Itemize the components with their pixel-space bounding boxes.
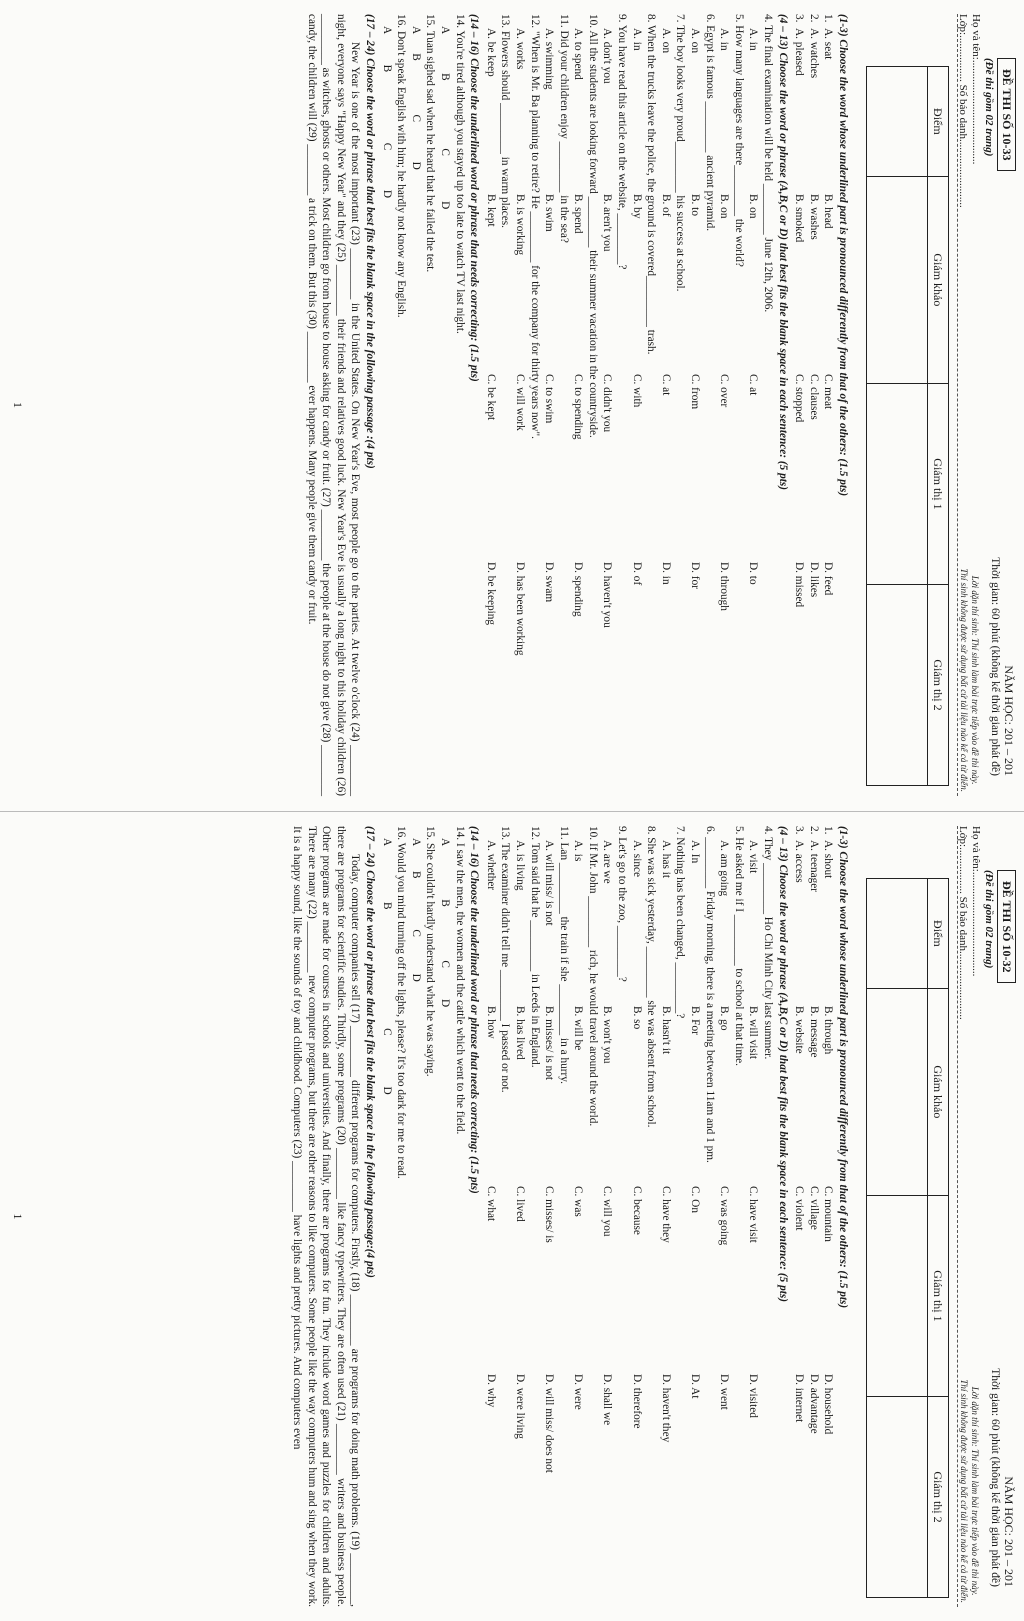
section-error-correction: (14 – 16) Choose the underlined word or phrase that needs correcting: (1.5 pts)	[468, 14, 481, 382]
class-number-field[interactable]: Lớp:................. Số báo danh.........................	[957, 14, 969, 208]
answer-options: A. is B. will be C. was D. were	[572, 840, 585, 1410]
score-table	[866, 66, 949, 786]
error-question: 16. Don't speak English with him; he hardly not know any English.	[395, 14, 408, 318]
school-year: NĂM HỌC: 201 – 201	[1002, 1476, 1016, 1587]
answer-options: A. In B. For C. On D. At	[689, 840, 702, 1399]
error-question: 14. I saw the men, the women and the cattle which went to the field.	[453, 826, 466, 1135]
error-question: 15. She couldn't hardly understand what he was saying.	[424, 826, 437, 1077]
error-question: 14. You're tired although you stayed up too late to watch TV last night.	[453, 14, 466, 334]
proctor-1-header: Giám thị 1	[928, 383, 949, 584]
score-table	[866, 878, 949, 1598]
error-letters: A B C D	[409, 838, 422, 982]
question-text: 4. The final examination will be held _________ June 12th, 2006.	[762, 14, 775, 313]
question-text: 9. You have read this article on the website, _________?	[616, 14, 629, 270]
question-text: 10. If Mr. John _________ rich, he would travel around the world.	[586, 826, 599, 1127]
error-question: 16. Would you mind turning off the lights, please? It's too dark for me to read.	[395, 826, 408, 1179]
exam-code: ĐỀ THI SỐ 10-32	[997, 870, 1016, 983]
question-row: 2. A. teenager B. message C. village D. advantage	[807, 826, 820, 1434]
question-text: 7. Nothing has been changed, _________?	[674, 826, 687, 1019]
name-field[interactable]: Họ và tên:......................................	[970, 14, 982, 165]
error-letters: A B C D	[380, 838, 393, 1095]
answer-options: A. on B. to C. from D. for	[689, 28, 702, 589]
cloze-passage: Today, computer companies sell (17) _________ different programs for computers. Firstly, (18) _________ are programs for doing math problems. (19) _________, there are programs for scientific studies. Thirdly, some programs (20) _________ like fancy typewriters. They are often used (21) _________ writers and business people. Other programs are made for courses in schools and universities. And finally, there are programs for fun. They include word games and puzzles for children and adults. There are many (22) _________ new computer programs, but there are other reasons to like computers. Some people like the way computers hum and sing when they work. It is a happy sound, like the sounds of toy and childhood. Computers (23) _________ have lights and pretty pictures. And computers even	[291, 826, 362, 1607]
proctor-2-cell[interactable]	[867, 584, 928, 785]
answer-options: A. has it B. hasn't it C. have they D. haven't they	[659, 840, 672, 1443]
examiner-header: Giám khảo	[928, 988, 949, 1195]
answer-options: A. in B. on C. over D. through	[718, 28, 731, 611]
answer-options: A. whether B. how C. what D. why	[484, 840, 497, 1408]
answer-options: A. in B. on C. at D. to	[747, 28, 760, 585]
exam-code: ĐỀ THI SỐ 10-33	[997, 58, 1016, 171]
error-question: 15. Tuan sighed sad when he heard that he failed the test.	[424, 14, 437, 273]
question-text: 8. She was sick yesterday, _________ she was absent from school.	[645, 826, 658, 1128]
answer-options: A. visit B. will visit C. have visit D. visited	[747, 840, 760, 1418]
question-text: 6. Egypt is famous _________ ancient pyramid.	[703, 14, 716, 232]
examiner-header: Giám khảo	[928, 176, 949, 383]
page-number: 1	[10, 1213, 25, 1220]
candidate-instructions: Lời dặn thí sinh: Thí sinh làm bài trực tiếp vào đề thi này. Thí sinh không được sử dụng bất cứ tài liệu nào kể cả từ điển.	[959, 568, 980, 792]
score-cell[interactable]	[867, 879, 928, 989]
score-cell[interactable]	[867, 67, 928, 177]
answer-options: A. is living B. has lived C. lived D. were living	[513, 840, 526, 1439]
answer-options: A. be keep B. kept C. be kept D. be keeping	[484, 28, 497, 626]
question-text: 11. Lan _________ the train if she _________ in a hurry.	[557, 826, 570, 1085]
question-row: 1. A. shout B. through C. mountain D. household	[822, 826, 835, 1435]
error-letters: A B C D	[380, 26, 393, 198]
exam-header	[957, 14, 1018, 796]
question-row: 3. A. pleased B. smoked C. stopped D. missed	[793, 14, 806, 608]
question-text: 12. "When is Mr. Ba planning to retire? He _________ for the company for thirty years now".	[528, 14, 541, 439]
question-text: 8. When the trucks leave the police, the ground is covered_________ trash.	[645, 14, 658, 355]
answer-options: A. on B. of C. at D. in	[659, 28, 672, 585]
answer-options: A. in B. by C. with D. of	[630, 28, 643, 586]
section-error-correction: (14 – 16) Choose the underlined word or phrase that needs correcting: (1.5 pts)	[468, 826, 481, 1194]
section-multiple-choice: (4 – 13) Choose the word or phrase (A,B,C or D) that best fits the blank space in each sentence: (5 pts)	[776, 14, 789, 491]
section-pronunciation: (1-3) Choose the word whose underlined part is pronounced differently from that of the others: (1.5 pts)	[837, 14, 849, 497]
score-header: Điểm	[928, 67, 949, 177]
proctor-2-header: Giám thị 2	[928, 584, 949, 785]
student-id-fields	[956, 14, 982, 208]
answer-options: A. am going B. go C. was going D. went	[718, 840, 731, 1410]
question-text: 5. He asked me if I _________ to school at that time.	[732, 826, 745, 1067]
page-count-note: (Đề thi gồm 02 trang)	[983, 870, 995, 969]
question-text: 9. Let's go to the zoo, _________?	[616, 826, 629, 982]
question-row: 1. A. seat B. head C. meat D. feed	[822, 14, 835, 596]
mc-list	[483, 14, 775, 796]
answer-options: A. works B. is working C. will work D. has been working	[513, 28, 526, 656]
question-text: 13. The examiner didn't tell me _________ I passed or not.	[499, 826, 512, 1093]
section-multiple-choice: (4 – 13) Choose the word or phrase (A,B,C or D) that best fits the blank space in each sentence: (5 pts)	[776, 826, 789, 1303]
proctor-1-cell[interactable]	[867, 1195, 928, 1396]
proctor-2-cell[interactable]	[867, 1396, 928, 1597]
question-text: 6. _________ Friday morning, there is a meeting between 11am and 1 pm.	[703, 826, 716, 1163]
examiner-cell[interactable]	[867, 988, 928, 1195]
student-id-fields	[956, 826, 982, 1020]
score-header: Điểm	[928, 879, 949, 989]
question-text: 7. The boy looks very proud_________ his success at school.	[674, 14, 687, 292]
examiner-cell[interactable]	[867, 176, 928, 383]
proctor-1-cell[interactable]	[867, 383, 928, 584]
mc-list	[483, 826, 775, 1607]
question-row: 2. A. watches B. washes C. clauses D. likes	[807, 14, 820, 598]
answer-options: A. don't you B. aren't you C. didn't you D. haven't you	[601, 28, 614, 628]
answer-options: A. will miss/ is not B. misses/ is not C. misses/ is D. will miss/ does not	[543, 840, 556, 1473]
exam-sheet-10-32	[0, 811, 1024, 1621]
exam-header	[957, 826, 1018, 1607]
question-text: 11. Did your children enjoy _________ in the sea?	[557, 14, 570, 243]
section-pronunciation: (1-3) Choose the word whose underlined part is pronounced differently from that of the others: (1.5 pts)	[837, 826, 849, 1309]
question-text: 4. They _________ Ho Chi Minh City last summer.	[762, 826, 775, 1060]
error-letters: A B C D	[438, 26, 451, 210]
question-row: 3. A. access B. website C. violent D. internet	[793, 826, 806, 1423]
answer-options: A. are we B. won't you C. will you D. shall we	[601, 840, 614, 1426]
section-cloze-passage: (17 – 24) Choose the word or phrase that best fits the blank space in the following passage:(4 pts)	[364, 826, 376, 1278]
time-limit: Thời gian: 60 phút (không kể thời gian phát đề)	[989, 1368, 1001, 1587]
question-text: 10. All the students are looking forward _________ their summer vacation in the countryside.	[586, 14, 599, 438]
cloze-passage: New Year is one of the most important (23) _________ in the United States. On New Year's Eve, most people go to the parties. At twelve o'clock (24) _________ night, everyone says "Happy New Year" and they (25) _________ their friends and relatives good luck. New Year's Eve is usually a long night to this holiday children (26) _________ as witches, ghosts or others. Most children go from house to house asking for candy or fruit. (27) _________ the people at the house do not give (28) _________ candy, the children will (29) _________ a trick on them. But this (30) _________ ever happens. Many people give them candy or fruit.	[305, 14, 362, 796]
candidate-instructions: Lời dặn thí sinh: Thí sinh làm bài trực tiếp vào đề thi này. Thí sinh không được sử dụng bất cứ tài liệu nào kể cả từ điển.	[959, 1379, 980, 1603]
answer-options: A. since B. so C. because D. therefore	[630, 840, 643, 1429]
question-text: 5. How many languages are there_________ the world?	[732, 14, 745, 267]
error-letters: A B C D	[409, 26, 422, 170]
page-count-note: (Đề thi gồm 02 trang)	[983, 58, 995, 157]
proctor-1-header: Giám thị 1	[928, 1195, 949, 1396]
section-cloze-passage: (17 – 24) Choose the word or phrase that best fits the blank space in the following passage :(4 pts)	[364, 14, 376, 469]
name-field[interactable]: Họ và tên:......................................	[970, 826, 982, 977]
exam-sheet-10-33	[0, 0, 1024, 810]
question-text: 12. Tom said that he _________ in Leeds in England.	[528, 826, 541, 1068]
answer-options: A. to spend B. spend C. to spending D. spending	[572, 28, 585, 617]
question-text: 13. Flowers should _________ in warm places.	[499, 14, 512, 228]
school-year: NĂM HỌC: 201 – 201	[1002, 665, 1016, 776]
answer-options: A. swimming B. swim C. to swim D. swam	[543, 28, 556, 603]
time-limit: Thời gian: 60 phút (không kể thời gian phát đề)	[989, 557, 1001, 776]
page-number: 1	[10, 402, 25, 408]
proctor-2-header: Giám thị 2	[928, 1396, 949, 1597]
error-letters: A B C D	[438, 838, 451, 1008]
class-number-field[interactable]: Lớp:................. Số báo danh.........................	[957, 826, 969, 1020]
